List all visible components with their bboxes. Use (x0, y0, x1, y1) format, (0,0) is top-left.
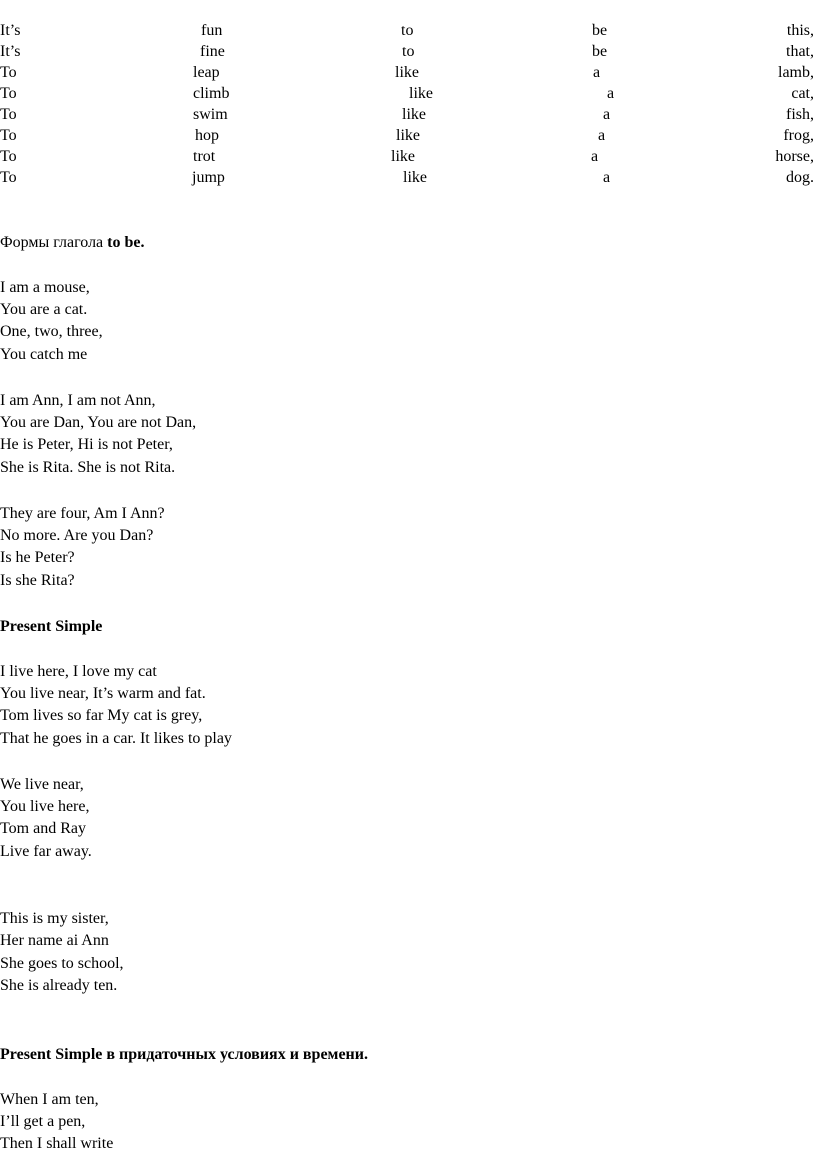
cell: a (607, 85, 615, 102)
poem-line: You are a cat. (0, 301, 88, 318)
cell: It’s (0, 43, 21, 60)
cell: climb (193, 85, 230, 102)
section-heading-subordinate-clauses: Present Simple в придаточных условиях и времени. (0, 1046, 368, 1063)
cell: hop (195, 127, 219, 144)
cell: fine (200, 43, 225, 60)
poem-line: No more. Are you Dan? (0, 527, 154, 544)
cell: like (395, 64, 419, 81)
cell: be (592, 22, 608, 39)
table-row (0, 105, 816, 125)
cell: jump (192, 169, 225, 186)
table-row (0, 21, 816, 41)
section-heading-present-simple: Present Simple (0, 618, 103, 635)
cell: be (592, 43, 608, 60)
cell: like (402, 106, 426, 123)
cell: leap (193, 64, 220, 81)
poem-line: Then I shall write (0, 1135, 114, 1152)
cell: trot (193, 148, 216, 165)
poem-line: She is already ten. (0, 977, 118, 994)
poem-line: Tom and Ray (0, 820, 86, 837)
cell: horse, (775, 148, 814, 165)
poem-line: She is Rita. She is not Rita. (0, 459, 176, 476)
poem-line: He is Peter, Hi is not Peter, (0, 436, 173, 453)
cell: to (402, 43, 415, 60)
section-heading-to-be (0, 232, 144, 254)
cell: this, (786, 22, 814, 39)
poem-line: I live here, I love my cat (0, 663, 157, 680)
cell: lamb, (778, 64, 814, 81)
poem-line: She goes to school, (0, 955, 124, 972)
table-row (0, 168, 816, 188)
cell: a (593, 64, 601, 81)
poem-line: You live here, (0, 798, 90, 815)
cell: swim (193, 106, 228, 123)
poem-line: Is she Rita? (0, 572, 75, 589)
cell: that, (786, 43, 814, 60)
cell: a (591, 148, 599, 165)
cell: fun (201, 22, 223, 39)
poem-line: One, two, three, (0, 323, 103, 340)
poem-line: That he goes in a car. It likes to play (0, 730, 232, 747)
poem-line: You catch me (0, 346, 88, 363)
poem-line: Tom lives so far My cat is grey, (0, 707, 203, 724)
poem-line: Is he Peter? (0, 549, 75, 566)
cell: like (391, 148, 415, 165)
cell: a (598, 127, 606, 144)
cell: cat, (791, 85, 814, 102)
poem-line: When I am ten, (0, 1091, 99, 1108)
table-row (0, 147, 816, 167)
table-row (0, 126, 816, 146)
cell: To (0, 148, 17, 165)
poem-line: Her name ai Ann (0, 932, 109, 949)
cell: a (603, 169, 611, 186)
heading-bold: to be. (107, 234, 145, 251)
poem-line: I am a mouse, (0, 279, 90, 296)
cell: like (409, 85, 433, 102)
cell: To (0, 64, 17, 81)
poem-line: I am Ann, I am not Ann, (0, 392, 156, 409)
poem-line: We live near, (0, 776, 84, 793)
table-row (0, 63, 816, 83)
cell: to (401, 22, 414, 39)
poem-line: I’ll get a pen, (0, 1113, 86, 1130)
cell: dog. (786, 169, 814, 186)
cell: To (0, 127, 17, 144)
cell: It’s (0, 22, 21, 39)
cell: frog, (783, 127, 814, 144)
poem-line: You live near, It’s warm and fat. (0, 685, 206, 702)
cell: fish, (786, 106, 814, 123)
cell: To (0, 85, 17, 102)
poem-line: They are four, Am I Ann? (0, 505, 165, 522)
cell: like (403, 169, 427, 186)
cell: To (0, 106, 17, 123)
cell: To (0, 169, 17, 186)
table-row (0, 84, 816, 104)
table-row (0, 42, 816, 62)
poem-line: Live far away. (0, 843, 92, 860)
heading-plain: Формы глагола (0, 234, 108, 251)
cell: a (603, 106, 611, 123)
poem-line: This is my sister, (0, 910, 109, 927)
poem-line: You are Dan, You are not Dan, (0, 414, 197, 431)
cell: like (396, 127, 420, 144)
